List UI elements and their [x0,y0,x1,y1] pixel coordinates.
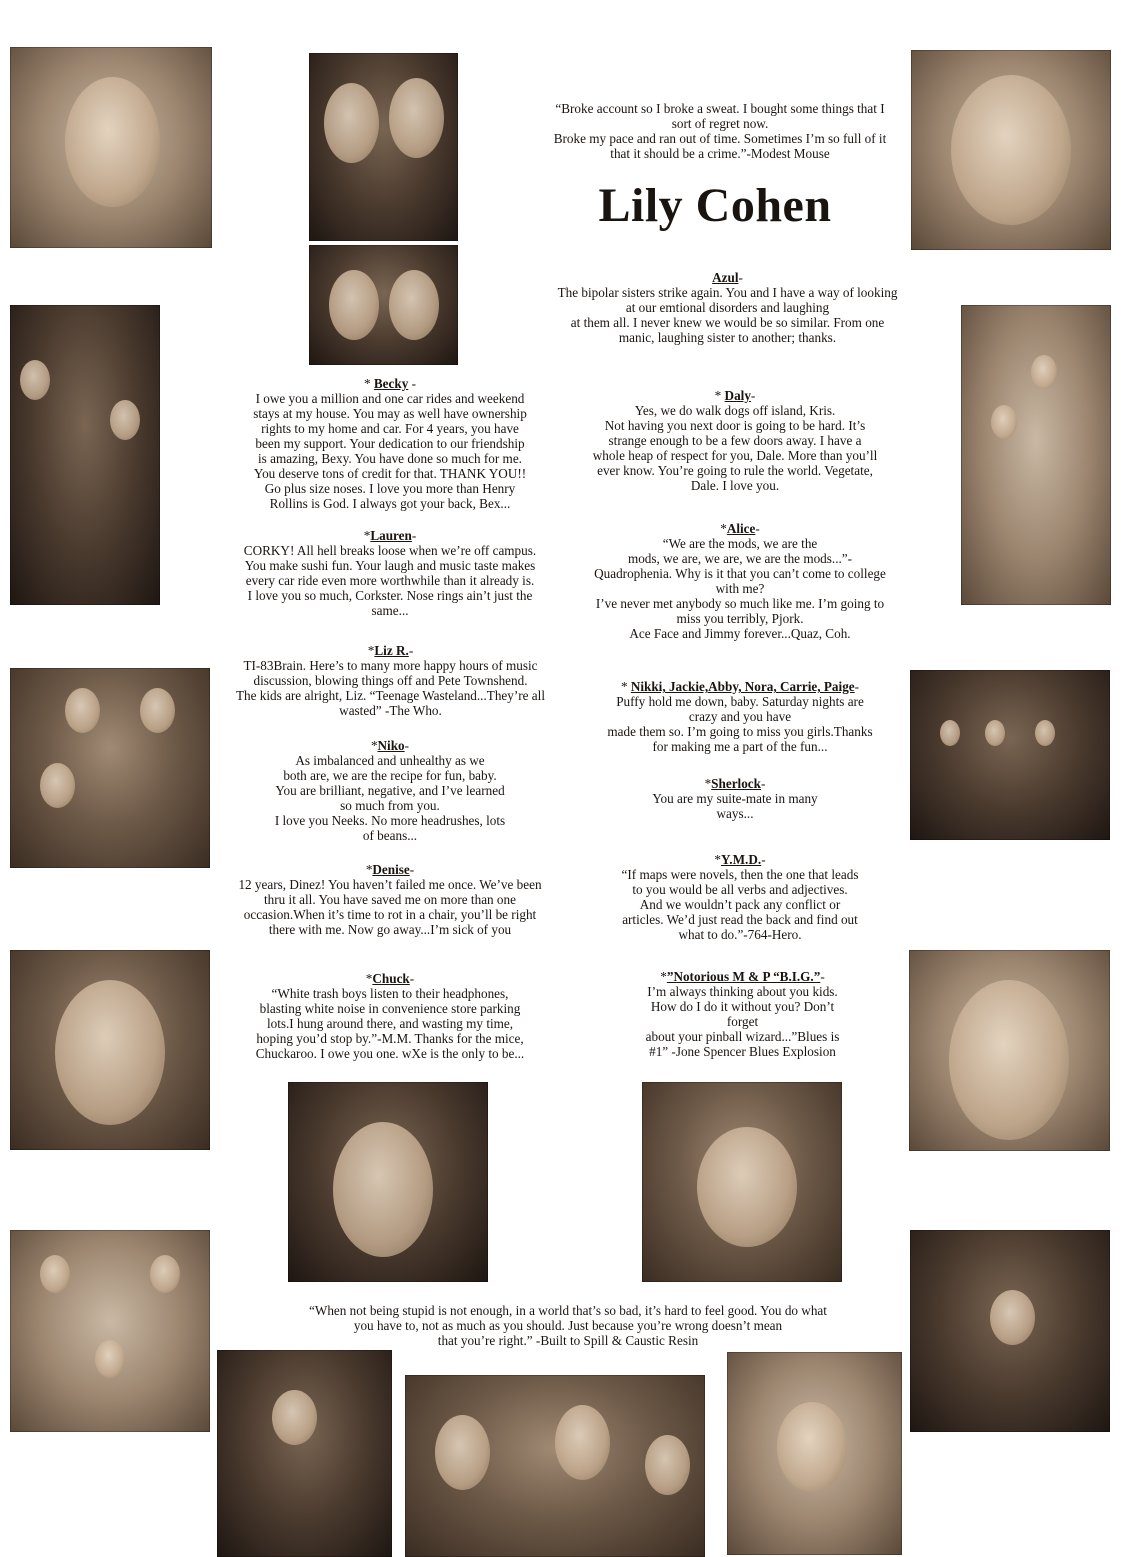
photo-smiling-girl [642,1082,842,1282]
dedication-name: ”Notorious M & P “B.I.G.” [666,969,821,984]
photo-group-bowling [910,670,1110,840]
dedication-left: * Becky - I owe you a million and one car rides and weekend stays at my house. You may as well have ownership rights to my home and car. For 4 years, you have been my support. Your dedication to our friendship is amazing, Bexy. You have done so much for me. You deserve tons of credit for that. THANK YOU!! Go plus size noses. I love you more than Henry Rollins is God. I always got your back, Bex... [253,376,527,511]
dedication-name: Y.M.D. [721,852,762,867]
dedication-name: Alice [726,521,756,536]
dedication-left: *Niko- As imbalanced and unhealthy as we both are, we are the recipe for fun, baby. You are brilliant, negative, and I’ve learned so much from you. I love you Neeks. No more headrushes, lots of beans... [274,738,506,843]
dedication-name: Azul [712,270,739,285]
dedication-name: Niko [377,738,405,753]
photo-two-formal [10,305,160,605]
dedication-name: Chuck [372,971,410,986]
photo-child-portrait [911,50,1111,250]
photo-smiling-woman [10,950,210,1150]
photo-hand-over-face [727,1352,902,1555]
dedication-right: * Daly- Yes, we do walk dogs off island, Kris. Not having you next door is going to be hard. It’s strange enough to be a few doors away. I have a whole heap of respect for you, Dale. More than you’ll ever know. You’re going to rule the world. Vegetate, Dale. I love you. [592,388,878,493]
top-quote: “Broke account so I broke a sweat. I bought some things that I sort of regret now. Broke my pace and ran out of time. Sometimes I’m so full of it that it should be a crime.”-Modest Mouse [553,101,887,161]
dedication-left: *Denise- 12 years, Dinez! You haven’t failed me once. We’ve been thru it all. You have saved me on more than one occasion.When it’s time to rot in a chair, you’ll be right there with me. Now go away...I’m sick of you [238,862,542,937]
photo-sunglasses-portrait [10,47,212,248]
dedication-name: Nikki, Jackie,Abby, Nora, Carrie, Paige [630,679,855,694]
photo-curly-hair-portrait [288,1082,488,1282]
photo-family-porch [10,668,210,868]
dedication-name: Daly [724,388,751,403]
photo-large-sunglasses [909,950,1110,1151]
dedication-right: * Nikki, Jackie,Abby, Nora, Carrie, Paige- Puffy hold me down, baby. Saturday nights are crazy and you have made them so. I’m going to miss you girls.Thanks for making me a part of the fun... [607,679,873,754]
dedication-right: *”Notorious M & P “B.I.G.”- I’m always thinking about you kids. How do I do it without you? Don’t forget about your pinball wizard...”Blues is #1” -Jone Spencer Blues Explosion [645,969,840,1059]
dedication-name: Lauren [370,528,412,543]
dedication-name: Sherlock [711,776,761,791]
photo-musician-bending [217,1350,392,1557]
photo-booth-strip-bottom [309,245,458,365]
dedication-name: Becky [373,376,409,391]
photo-three-friends [405,1375,705,1557]
photo-group-hats [10,1230,210,1432]
bottom-quote: “When not being stupid is not enough, in a world that’s so bad, it’s hard to feel good. You do what you have to, not as much as you should. Just because you’re wrong doesn’t mean that you’re right.” -Built to Spill & Caustic Resin [309,1303,827,1348]
photo-booth-strip-top [309,53,458,241]
dedication-name: Liz R. [374,643,409,658]
dedication-right: *Sherlock- You are my suite-mate in many ways... [652,776,818,821]
dedication-left: *Liz R.- TI-83Brain. Here’s to many more happy hours of music discussion, blowing things off and Pete Townshend. The kids are alright, Liz. “Teenage Wasteland...They’re all wasted” -The Who. [235,643,545,718]
page-title: Lily Cohen [598,179,832,232]
dedication-name: Denise [372,862,410,877]
dedication-left: *Lauren- CORKY! All hell breaks loose when we’re off campus. You make sushi fun. Your laugh and music taste makes every car ride even more worthwhile than it already is. I love you so much, Corkster. Nose rings ain’t just the same... [243,528,537,618]
dedication-right: *Y.M.D.- “If maps were novels, then the one that leads to you would be all verbs and adjectives. And we wouldn’t pack any conflict or articles. We’d just read the back and find out what to do.”-764-Hero. [621,852,859,942]
photo-outdoor-crowd [961,305,1111,605]
photo-guitarist [910,1230,1110,1432]
dedication-right: *Alice- “We are the mods, we are the mods, we are, we are, we are the mods...”- Quadrophenia. Why is it that you can’t come to college with me? I’ve never met anybody so much like me. I’m going to miss you terribly, Pjork. Ace Face and Jimmy forever...Quaz, Coh. [594,521,886,641]
dedication-right: Azul- The bipolar sisters strike again. You and I have a way of looking at our emtional disorders and laughing at them all. I never knew we would be so similar. From one manic, laughing sister to another; thanks. [557,270,898,345]
dedication-left: *Chuck- “White trash boys listen to their headphones, blasting white noise in convenience store parking lots.I hung around there, and wasting my time, hoping you’d stop by.”-M.M. Thanks for the mice, Chuckaroo. I owe you one. wXe is the only to be... [255,971,525,1061]
